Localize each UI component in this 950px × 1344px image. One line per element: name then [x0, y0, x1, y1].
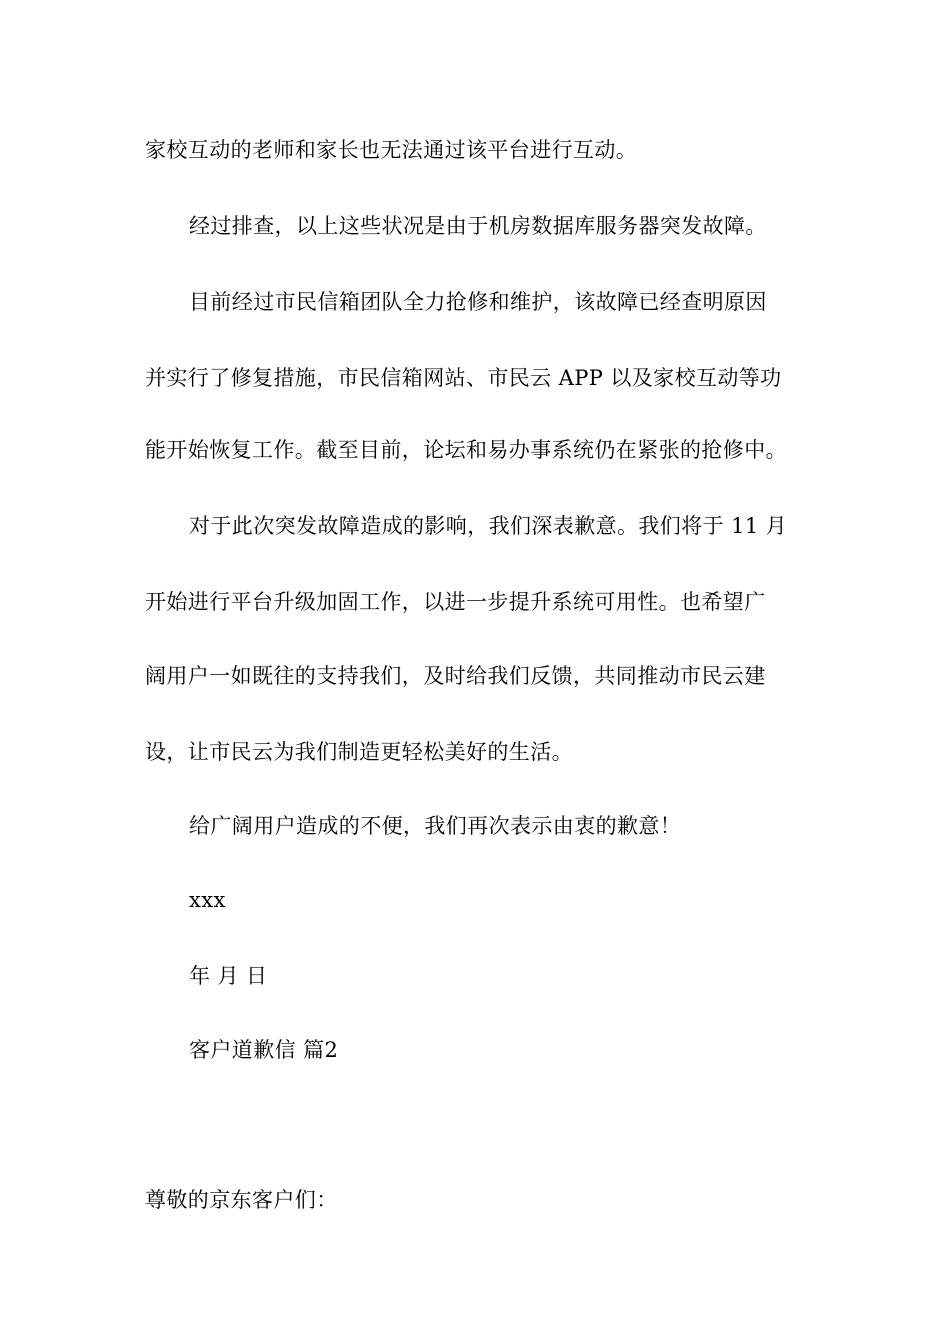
signature-date: 年 月 日: [189, 964, 268, 988]
paragraph-line: 目前经过市民信箱团队全力抢修和维护，该故障已经查明原因: [189, 290, 767, 314]
paragraph-line: 对于此次突发故障造成的影响，我们深表歉意。我们将于 11 月: [189, 514, 788, 538]
paragraph-line: 开始进行平台升级加固工作，以进一步提升系统可用性。也希望广: [145, 590, 766, 614]
section-heading: 客户道歉信 篇2: [189, 1038, 339, 1062]
paragraph-line: 给广阔用户造成的不便，我们再次表示由衷的歉意！: [189, 814, 682, 838]
paragraph-line: 阔用户一如既往的支持我们，及时给我们反馈，共同推动市民云建: [145, 664, 766, 688]
salutation: 尊敬的京东客户们：: [145, 1188, 338, 1212]
paragraph-line: 能开始恢复工作。截至目前，论坛和易办事系统仍在紧张的抢修中。: [145, 438, 787, 462]
paragraph-line: 并实行了修复措施，市民信箱网站、市民云 APP 以及家校互动等功: [145, 366, 782, 390]
paragraph-line: 家校互动的老师和家长也无法通过该平台进行互动。: [145, 138, 638, 162]
signature-name: xxx: [189, 888, 226, 912]
paragraph-line: 经过排查，以上这些状况是由于机房数据库服务器突发故障。: [189, 214, 767, 238]
paragraph-line: 设，让市民云为我们制造更轻松美好的生活。: [145, 740, 573, 764]
